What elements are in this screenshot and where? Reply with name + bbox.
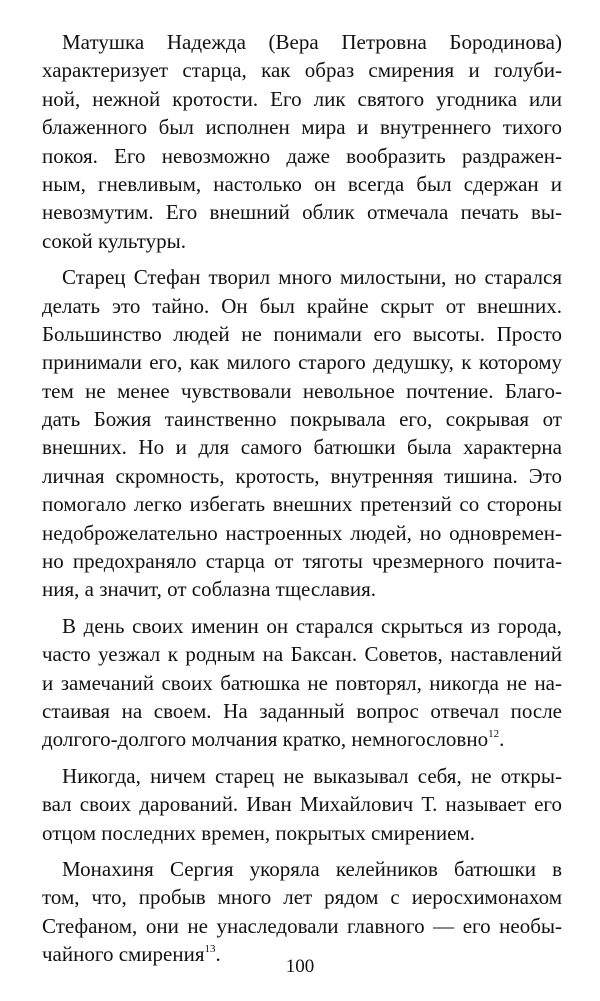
- text-line: ной, нежной кротости. Его лик святого угодника или: [42, 86, 562, 111]
- text-line: принимали его, как милого старого дедушку, к которому: [42, 350, 562, 375]
- text-line-with-footnote: [42, 725, 562, 753]
- text-line: характеризует старца, как образ смирения и голуби-: [42, 58, 562, 83]
- text-line: ным, гневливым, настолько он всегда был сдержан и: [42, 171, 562, 196]
- text-line: том, что, пробыв много лет рядом с иеросхимонахом: [42, 885, 562, 910]
- text-line: внешних. Но и для самого батюшки была характерна: [42, 435, 562, 460]
- text-line: часто уезжал к родным на Баксан. Советов, наставлений: [42, 642, 562, 667]
- text-line: вал своих дарований. Иван Михайлович Т. называет его: [42, 792, 562, 817]
- text-line: Никогда, ничем старец не выказывал себя, не откры-: [62, 763, 562, 788]
- text-line: помогало легко избегать внешних претензий со стороны: [42, 492, 562, 517]
- text-line: чайного смирения: [42, 942, 205, 967]
- text-line: делать это тайно. Он был крайне скрыт от внешних.: [42, 293, 562, 318]
- text-line: отцом последних времен, покрытых смирением.: [42, 820, 475, 845]
- text-line: блаженного был исполнен мира и внутреннего тихого: [42, 115, 562, 140]
- text-line: Старец Стефан творил много милостыни, но старался: [62, 265, 562, 290]
- text-line: долгого-долгого молчания кратко, немногословно: [42, 727, 489, 752]
- text-line: дать Божия таинственно покрывала его, сокрывая от: [42, 407, 562, 432]
- paragraph-4: [42, 762, 562, 847]
- trailing-period: .: [499, 727, 505, 752]
- footnote-marker: 12: [488, 728, 500, 741]
- page-number: 100: [285, 956, 315, 977]
- paragraph-3: [42, 612, 562, 754]
- text-line: сокой культуры.: [42, 228, 186, 253]
- text-line: ния, а значит, от соблазна тщеславия.: [42, 577, 377, 602]
- text-line: покоя. Его невозможно даже вообразить раздражен-: [42, 143, 562, 168]
- paragraph-2: [42, 263, 562, 604]
- text-line: Матушка Надежда (Вера Петровна Бородинова): [62, 30, 562, 54]
- text-line: невозмутим. Его внешний облик отмечала печать вы-: [42, 200, 562, 225]
- text-line: Большинство людей не понимали его высоты. Просто: [42, 321, 562, 346]
- paragraph-1: [42, 28, 562, 255]
- text-line: В день своих именин он старался скрыться из города,: [62, 613, 562, 638]
- trailing-period: .: [215, 942, 221, 967]
- text-line: и замечаний своих батюшка не повторял, никогда не на-: [42, 670, 562, 695]
- footnote-marker: 13: [204, 943, 216, 956]
- text-line: Монахиня Сергия укоряла келейников батюшки в: [62, 856, 562, 881]
- text-line: тем не менее чувствовали невольное почтение. Благо-: [42, 378, 562, 403]
- paragraph-5: [42, 855, 562, 969]
- text-line: но предохраняло старца от тяготы чрезмерного почита-: [42, 549, 562, 574]
- text-line: личная скромность, кротость, внутренняя тишина. Это: [42, 463, 562, 488]
- text-line: Стефаном, они не унаследовали главного — его необы-: [42, 913, 562, 938]
- text-line: стаивая на своем. На заданный вопрос отвечал после: [42, 698, 562, 723]
- page-body: [42, 28, 562, 977]
- text-line: недоброжелательно настроенных людей, но одновремен-: [42, 520, 562, 545]
